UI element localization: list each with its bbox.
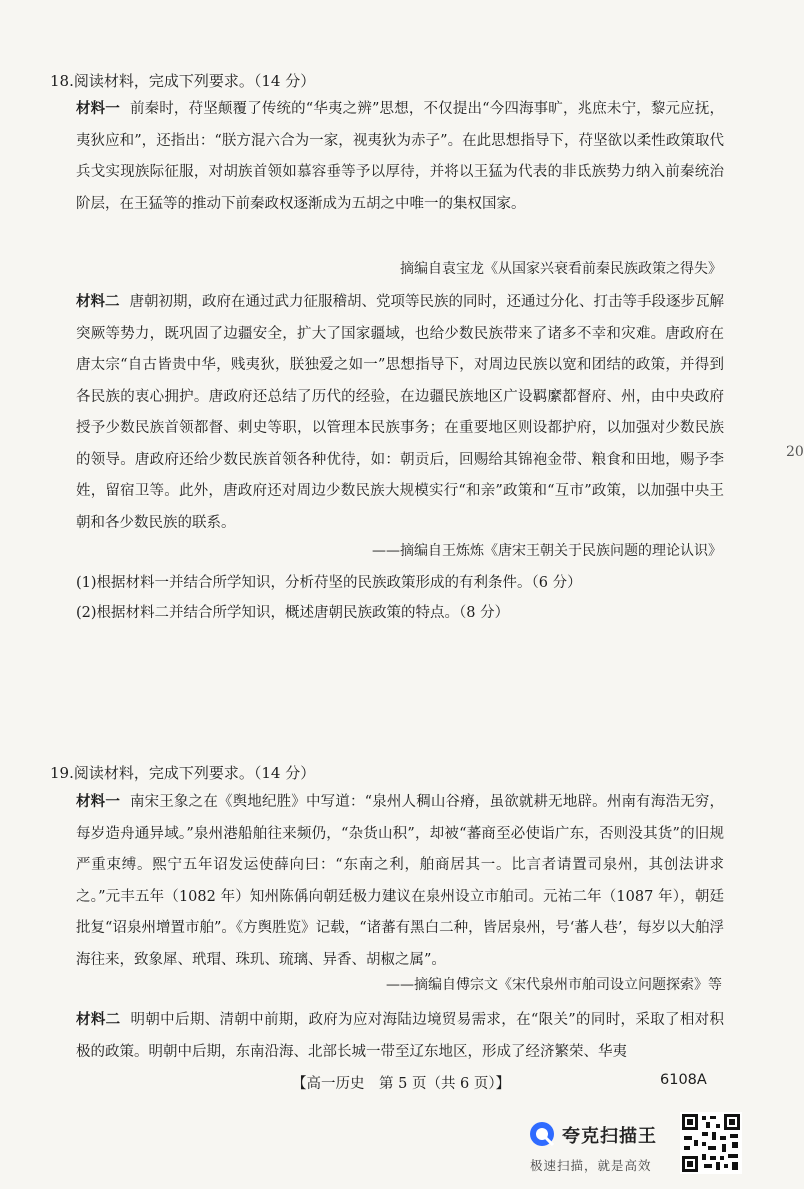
q19-material-1-text: 南宋王象之在《舆地纪胜》中写道：“泉州人稠山谷瘠，虽欲就耕无地辟。州南有海浩无穷，每岁造舟通异域。”泉州港船舶往来频仍，“杂货山积”，却被“蕃商至必使诣广东，否则没其货”的旧规严重束缚。熙宁五年诏发运使薛向曰：“东南之利，舶商居其一。比言者请置司泉州，其创法讲求之。”元丰五年（1082 年）知州陈偁向朝廷极力建议在泉州设立市舶司。元祐二年（1087 年），朝廷批复“诏泉州增置市舶”。《方舆胜览》记载，“诸蕃有黑白二种，皆居泉州，号‘蕃人巷’，每岁以大舶浮海往来，致象犀、玳瑁、珠玑、琉璃、异香、胡椒之属”。: [76, 794, 724, 968]
scanner-watermark: [528, 1114, 678, 1184]
q19-material-2: [76, 1004, 724, 1068]
q19-material-1-source: ——摘编自傅宗文《宋代泉州市舶司设立问题探索》等: [386, 977, 722, 993]
q18-material-1-text: 前秦时，苻坚颠覆了传统的“华夷之辨”思想，不仅提出“今四海事旷，兆庶未宁，黎元应抚，夷狄应和”，还指出：“朕方混六合为一家，视夷狄为赤子”。在此思想指导下，苻坚欲以柔性政策取代兵戈实现族际征服，对胡族首领如慕容垂等予以厚待，并将以王猛为代表的非氐族势力纳入前秦统治阶层，在王猛等的推动下前秦政权逐渐成为五胡之中唯一的集权国家。: [76, 101, 724, 212]
q19-material-2-text: 明朝中后期、清朝中前期，政府为应对海陆边境贸易需求，在“限关”的同时，采取了相对积极的政策。明朝中后期，东南沿海、北部长城一带至辽东地区，形成了经济繁荣、华夷: [76, 1012, 725, 1060]
q18-material-2-source: ——摘编自王炼炼《唐宋王朝关于民族问题的理论认识》: [372, 543, 722, 559]
q18-material-1-source: 摘编自袁宝龙《从国家兴衰看前秦民族政策之得失》: [400, 261, 722, 277]
page-footer: 【高一历史 第 5 页（共 6 页）】: [292, 1076, 511, 1092]
question-19-title: 19.阅读材料，完成下列要求。（14 分）: [50, 764, 316, 782]
quark-logo-icon: [528, 1120, 556, 1148]
q18-material-2-label: 材料二: [76, 293, 120, 310]
q18-material-2: [76, 286, 724, 538]
q19-material-1: [76, 786, 724, 972]
question-18-title: 18.阅读材料，完成下列要求。（14 分）: [50, 72, 316, 90]
q18-subquestion-2: (2)根据材料二并结合所学知识，概述唐朝民族政策的特点。（8 分）: [76, 605, 510, 621]
q18-material-1-label: 材料一: [76, 100, 120, 117]
q19-material-2-label: 材料二: [76, 1011, 121, 1028]
q19-material-1-label: 材料一: [76, 793, 120, 810]
qr-code-icon: [680, 1112, 742, 1174]
scanner-slogan: 极速扫描，就是高效: [530, 1158, 652, 1173]
exam-code: 6108A: [660, 1072, 707, 1088]
q18-subquestion-1: (1)根据材料一并结合所学知识，分析苻坚的民族政策形成的有利条件。（6 分）: [76, 575, 582, 591]
q18-material-1: [76, 93, 724, 253]
q18-material-2-text: 唐朝初期，政府在通过武力征服稽胡、党项等民族的同时，还通过分化、打击等手段逐步瓦解突厥等势力，既巩固了边疆安全，扩大了国家疆域，也给少数民族带来了诸多不幸和灾难。唐政府在唐太宗“自古皆贵中华，贱夷狄，朕独爱之如一”思想指导下，对周边民族以宽和团结的政策，并得到各民族的衷心拥护。唐政府还总结了历代的经验，在边疆民族地区广设羁縻都督府、州，由中央政府授予少数民族首领都督、刺史等职，以管理本民族事务；在重要地区则设都护府，以加强对少数民族的领导。唐政府还给少数民族首领各种优待，如：朝贡后，回赐给其锦袍金带、粮食和田地，赐予李姓，留宿卫等。此外，唐政府还对周边少数民族大规模实行“和亲”政策和“互市”政策，以加强中央王朝和各少数民族的联系。: [76, 294, 724, 531]
side-page-number: 20: [786, 444, 804, 460]
scanner-app-name: 夸克扫描王: [562, 1126, 657, 1147]
